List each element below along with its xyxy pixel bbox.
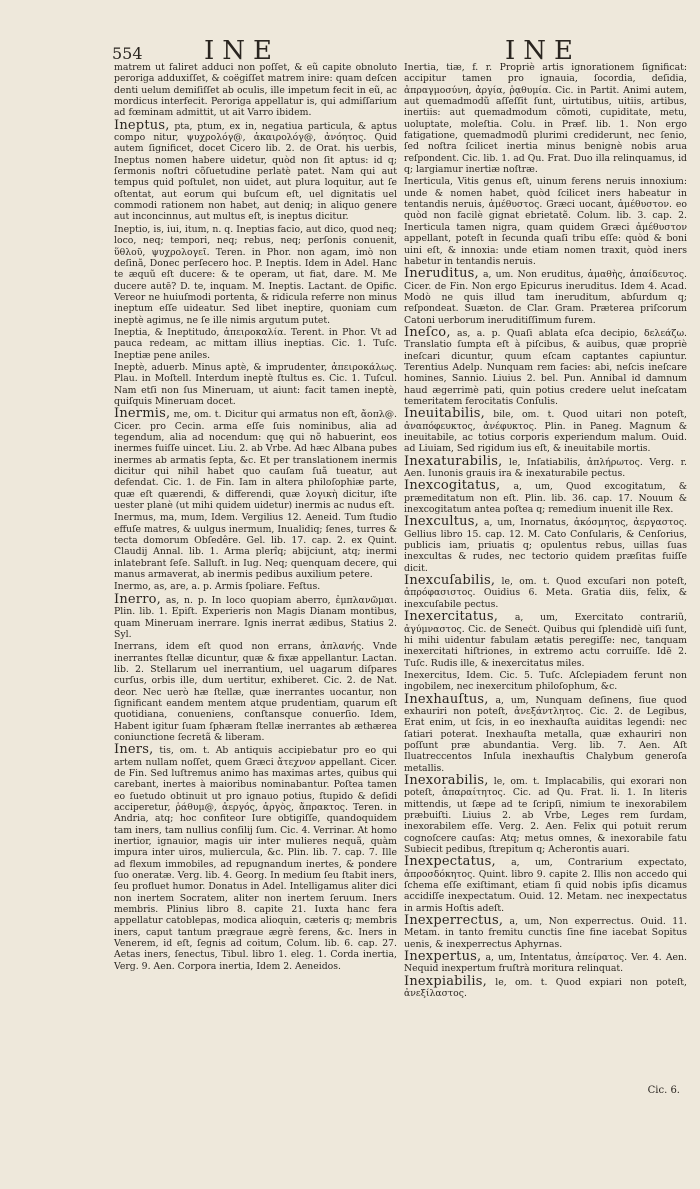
dictionary-entry [114, 744, 397, 972]
dictionary-entry [114, 327, 397, 361]
dictionary-entry [404, 408, 687, 454]
entry-text: le, Inſatiabilis, ἀπλήρωτος. Verg. r. Aen. Iunonis grauis ira & inexaturabile pectus. [404, 456, 687, 480]
entry-headword: Ineruditus, [404, 266, 479, 282]
entry-text: Ineptia, & Ineptitudo, ἀπειροκαλία. Terent. in Phor. Vt ad pauca redeam, ac mittam illius ineptias. Cic. 1. Tuſc. Ineptiæ pene aniles. [114, 326, 397, 361]
entry-text: le, om. t. Implacabilis, qui exorari non poteſt, ἀπαραίτητος. Cic. ad Qu. Frat. li. 1. In literis mittendis, ut ſæpe ad te ſcripſi, nimium te inexorabilem præbuiſti. Liuius 2. ab Vrbe, Leges rem ſurdam, inexorabilem eſſe. Verg. 2. Aen. Felix qui potuit rerum cognoſcere cauſas: Atq; metus omnes, & inexorabile fatu Subiecit pedibus, ſtrepitum q; Acherontis auari. [404, 775, 687, 856]
entry-headword: Iners, [114, 742, 154, 758]
entry-text: as, a. p. Quaſi ablata eſca decipio, δελεάζω. Translatio ſumpta eſt à piſcibus, & auibus, quæ propriè ineſcari dicuntur, quum eſcam captantes capiuntur. Terentius Adelp. Nunquam rem facies: abi, neſcis ineſcare homines, Sannio. Liuius 2. bel. Pun. Annibal id damnum haud ægerrimè pati, quin potius credere uelut ineſcatam temeritatem ferocitatis Conſulis. [404, 327, 687, 407]
dictionary-entry [404, 973, 687, 1000]
entry-headword: Inexpertus, [404, 949, 482, 965]
entry-text: Ineptè, aduerb. Minus aptè, & imprudenter, ἀπειροκάλως. Plau. in Moſtell. Interdum ineptè ſtultus es. Cic. 1. Tuſcul. Nam etſi non ſus Mineruam, ut aiunt: facit tamen ineptè, quiſquis Mineruam docet. [114, 361, 397, 407]
entry-headword: Inexperrectus, [404, 913, 504, 929]
entry-headword: Inexcultus, [404, 514, 479, 530]
entry-text: Inerticula, Vitis genus eſt, uinum ferens neruis innoxium: unde & nomen habet, quòd ſcilicet iners habeatur in tentandis neruis, ἀμέθυστος. Græci uocant, ἀμέθυστον. eo quòd non facilè gignat ebrietatẽ. Colum. lib. 3. cap. 2. Inerticula tamen nigra, quam quidem Græci ἀμέθυστον appellant, poteſt in ſecunda quaſi tribu eſſe: quòd & boni uini eſt, & innoxia: unde etiam nomen traxit, quòd iners habetur in tentandis neruis. [404, 176, 687, 267]
dictionary-entry [404, 691, 687, 774]
entry-text: Inerrans, idem eſt quod non errans, ἀπλανής. Vnde inerrantes ſtellæ dicuntur, quæ & fixæ appellantur. Lactan. lib. 2. Stellarum uel inerrantium, uel uagarum diſpares curſus, orbis ille, dum uertitur, exhiberet. Cic. 2. de Nat. deor. Nec uerò hæ ſtellæ, quæ inerrantes uocantur, non ſignificant eandem mentem atque prudentiam, quarum eſt quotidiana, conueniens, conſtansque conuerſio. Idem, Habent igitur ſuam ſphæram ſtellæ inerrantes ab æthærea coniunctione ſecretã & liberam. [114, 641, 397, 743]
entry-headword: Inexhauſtus, [404, 691, 489, 707]
entry-text: Inermus, ma, mum, Idem. Vergilius 12. Aeneid. Tum ſtudio effuſe matres, & uulgus inermum, Inualidiq; ſenes, turres & tecta domorum Obſedêre. Gel. lib. 17. cap. 2. ex Quint. Claudij Annal. lib. 1. Arma plerîq; abijciunt, atq; inermi inlatebrant ſeſe. Salluſt. in Iug. Neq; quenquam decere, qui manus armaverat, ab inermis pedibus auxilium petere. [114, 512, 397, 581]
entry-headword: Ineſco, [404, 324, 451, 340]
dictionary-entry [404, 480, 687, 515]
dictionary-entry [114, 512, 397, 580]
dictionary-entry [114, 117, 397, 223]
entry-text: Inertia, tiæ, f. r. Propriè artis ignorationem ſignificat: accipitur tamen pro ignauia, ſocordia, deſidia, ἀπραγμοσύνη, ἀργία, ῥᾳθυμία. Cic. in Partit. Animi autem, aut quemadmodũ aſſeſſit ſunt, uirtutibus, uitiis, artibus, inertiis: aut quemadmodum cõmoti, cupiditate, metu, uoluptate, moleſtia. Colu. in Præf. lib. 1. Non ergo fatigatione, quemadmodũ plurimi crediderunt, nec ſenio, ſed noſtra ſcilicet inertia minus benignè nobis arua reſpondent. Cic. lib. 1. ad Qu. Frat. Duo illa relinquamus, id q; largiamur inertiæ noſtræ. [404, 62, 687, 176]
entry-headword: Inexaturabilis, [404, 453, 503, 469]
running-head-right: INE [505, 36, 581, 66]
entry-headword: Ineuitabilis, [404, 406, 485, 422]
entry-headword: Inexcogitatus, [404, 478, 501, 494]
entry-text: a, um, Exercitato contrariũ, ἀγύμναστος. Cic. de Seneċt. Quibus qui ſplendidè uiſi ſunt, hi mihi uidentur fabulam ætatis peregiſſe: nec, tanquam inexercitati hiſtriones, in extremo actu corruiſſe. Idē 2. Tuſc. Rudis ille, & inexercitatus miles. [404, 612, 687, 669]
dictionary-entry [404, 268, 687, 326]
dictionary-entry [404, 951, 687, 975]
catchword: Cic. 6. [647, 1085, 680, 1096]
dictionary-entry [404, 453, 687, 480]
running-head-left: INE [204, 36, 280, 66]
dictionary-entry [404, 856, 687, 914]
entry-text: pta, ptum, ex in, negatiua particula, & aptus compo nitur, ψυχρολόγ@, ἀκαιρολόγ@, ἀνόητος. Quid autem ſignificet, docet Cicero lib. 2. de Orat. his uerbis, Ineptus nomen habere uidetur, quòd non ſit aptus: id q; ſermonis noſtri cõſuetudine perlatè patet. Nam qui aut tempus quid poſtulet, non uidet, aut plura loquitur, aut ſe oſtentat, aut eorum qui buſcum eſt, uel dignitatis uel commodi rationem non habet, aut deniq; in aliquo genere aut inconcinnus, aut multus eſt, is ineptus dicitur. [114, 120, 397, 223]
entry-headword: Inexpectatus, [404, 854, 496, 870]
dictionary-entry [114, 224, 397, 326]
left-column [114, 62, 397, 973]
entry-text: me, om. t. Dicitur qui armatus non eſt, ἄοπλ@. Cicer. pro Cecin. arma eſſe ſuis nominibus, alia ad tegendum, alia ad nocendum: quę qui nõ habuerint, eos inermes fuiſſe uincet. Liu. 2. ab Vrbe. Ad hæc Albana pubes inermes ab armatis ſepta, &c. Et per translationem inermis dicitur qui nihil habet quo cauſam ſuã tueatur, aut defendat. Cic. 1. de Fin. Iam in altera philoſophiæ parte, quæ eſt quærendi, & differendi, quæ λογικὴ dicitur, iſte uester planè (ut mihi quidem uidetur) inermis ac nudus eſt. [114, 409, 397, 512]
right-column [404, 62, 687, 1001]
entry-text: Ineptio, is, iui, itum, n. q. Ineptias facio, aut dico, quod neq; loco, neq; tempori, neq; rebus, neq; perſonis conuenit, ὕθλοῦ, ψυχρολογεῖ. Teren. in Phor. non agam, imò non deſinã, Donec perſecero hoc. P. Ineptis. Idem in Adel. Hanc te æquũ eſt ducere: & te operam, ut fiat, dare. M. Me ducere autē? D. te, inquam. M. Ineptis. Lactant. de Opific. Vereor ne huiuſmodi portenta, & ridicula referre non minus ineptum eſſe uideatur. Sed libet ineptire, quoniam cum ineptè agimus, ne ſe ille nimis argutum putet. [114, 223, 397, 326]
entry-headword: Inerro, [114, 591, 161, 607]
entry-headword: Inexcuſabilis, [404, 573, 496, 589]
entry-text: Inexercitus, Idem. Cic. 5. Tuſc. Aſclepiadem ferunt non ingobilem, nec inexercitum philoſophum, &c. [404, 669, 687, 693]
entry-text: le, om. t. Quod excuſari non poteſt, ἀπρόφασιστος. Ouidius 6. Meta. Gratia diis, felix, & inexcuſabile pectus. [404, 576, 687, 610]
dictionary-entry [404, 670, 687, 693]
dictionary-entry [404, 516, 687, 574]
dictionary-entry [114, 591, 397, 640]
dictionary-entry [404, 324, 687, 407]
dictionary-entry [404, 62, 687, 175]
dictionary-entry [404, 176, 687, 267]
entry-text: le, om. t. Quod expiari non poteſt, ἀνεξίλαστος. [404, 976, 687, 1000]
dictionary-entry [114, 62, 397, 119]
entry-headword: Inermis, [114, 406, 171, 422]
dictionary-entry [114, 641, 397, 743]
entry-headword: Inexorabilis, [404, 772, 489, 788]
dictionary-entry [404, 915, 687, 950]
dictionary-entry [404, 772, 687, 856]
entry-text: a, um, Intentatus, ἀπείρατος. Ver. 4. Aen. Nequid inexpertum fruſtrà moritura relinquat. [404, 952, 687, 975]
dictionary-entry [114, 362, 397, 407]
entry-text: a, um. Non eruditus, ἀμαθὴς, ἀπαίδευτος. Cicer. de Fin. Non ergo Epicurus ineruditus. Idem 4. Acad. Modò ne quis illud tam ineruditum, abſurdum q; reſpondeat. Suæton. de Clar. Gram. Præterea priſcorum Catoni uerborum ineruditiſſimum furem. [404, 269, 687, 326]
entry-text: bile, om. t. Quod uitari non poteſt, ἀναπόφευκτος, ἀνέφυκτος. Plin. in Paneg. Magnum & ineuitabile, ac totius corporis experiendum malum. Ouid. ad Liuiam, Sed rigidum ius eſt, & ineuitabile mortis. [404, 409, 687, 455]
entry-headword: Inexpiabilis, [404, 973, 487, 989]
dictionary-entry [114, 408, 397, 511]
entry-text: a, um, Non experrectus. Ouid. 11. Metam. in tanto fremitu cunctis ſine fine iacebat Sopitus uenis, & inexperrectus Aphyrnas. [404, 916, 687, 950]
page-number: 554 [112, 44, 143, 63]
entry-text: tis, om. t. Ab antiquis accipiebatur pro eo qui artem nullam noſſet, quem Græci ἄτεχνον appellant. Cicer. de Fin. Sed luſtremus animo has maximas artes, quibus qui carebant, inertes à maioribus nominabantur. Poſtea tamen eo ſuetudo obtinuit ut pro ignauo potius, ſtupido & deſidi acciperetur, ῥάθυμ@, ἀεργός, ἀργὸς, ἄπρακτος. Teren. in Andria, atq; hoc confiteor Iure obtigiſſe, quandoquidem tam iners, tam nullius conſilij ſum. Cic. 4. Verrinar. At homo inertior, ignauior, magis uir inter mulieres nequã, quàm impura inter uiros, muliercula, &c. Plin. lib. 7. cap. 7. Ille ad flexum immobiles, ad repugnandum inertes, & pondere ſuo oneratæ. Verg. lib. 4. Georg. In medium ſeu ſtabit iners, ſeu profluet humor. Donatus in Adel. Intelligamus aliter dici non inertem Socratem, aliter non inertem ſeruum. Iners membris. Plinius libro 8. capite 21. Iuxta hanc fera appellatur catoblepas, modica alioquin, cæteris q; membris iners, caput tantum prægraue ægrè ferens, &c. Iners in Venerem, id eſt, ſegnis ad coitum, Colum. lib. 6. cap. 27. Aetas iners, ſenectus, Tibul. libro 1. eleg. 1. Corda inertia, Verg. 9. Aen. Corpora inertia, Idem 2. Aeneidos. [114, 745, 397, 972]
entry-text: matrem ut faliret adduci non poſſet, & eũ capite obnoluto peroriga adduxiſſet, & coëgiſſet matrem inire: quam deſcen denti uelum demiſiſſet ab oculis, ille impetum fecit in eũ, ac mordicus interfecit. Peroriga appellatur is, qui admiſſarium ad fœminam admittit, ut ait Varro ibidem. [114, 62, 397, 119]
entry-text: a, um, Quod excogitatum, & præmeditatum non eſt. Plin. lib. 36. cap. 17. Nouum & inexcogitatum antea poſtea q; remedium inuenit ille Rex. [404, 481, 687, 516]
entry-text: a, um, Nunquam deſinens, ſiue quod exhauriri non poteſt, ἀνεξάντλητος. Cic. 2. de Legibus, Erat enim, ut ſcis, in eo inexhauſta auiditas legendi: nec ſatiari poterat. Inexhauſta metalla, quæ exhauriri non poſſunt præ abundantia. Verg. lib. 7. Aen. Aſt Iluatreccentos Inſula inexhauſtis Chalybum generoſa metallis. [404, 694, 687, 774]
entry-headword: Ineptus, [114, 117, 170, 133]
entry-text: Inermo, as, are, a. p. Armis ſpoliare. Feſtus. [114, 581, 321, 593]
dictionary-entry [404, 611, 687, 669]
entry-text: as, n. p. In loco quopiam aberro, ἐμπλανῶμαι. Plin. lib. 1. Epiſt. Experieris non Magis Dianam montibus, quam Mineruam inerrare. Ignis inerrat ædibus, Statius 2. Syl. [114, 594, 397, 640]
entry-text: a, um, Inornatus, ἀκόσμητος, ἀεργαστος. Gellius libro 15. cap. 12. M. Cato Conſularis, & Cenſorius, publicis iam, priuatis q; opulentus rebus, uillas ſuas inexcultas & rudes, nec tectorio quidem præſitas fuiſſe dicit. [404, 517, 687, 574]
entry-text: a, um, Contrarium expectato, ἀπροσδόκητος. Quint. libro 9. capite 2. Illis non accedo qui ſchema eſſe exiſtimant, etiam ſi quid nobis ipſis dicamus accidiſſe inexpectatum. Ouid. 12. Metam. nec inexpectatus in armis Hoſtis adeſt. [404, 857, 687, 914]
entry-headword: Inexercitatus, [404, 609, 499, 625]
dictionary-entry [404, 575, 687, 610]
